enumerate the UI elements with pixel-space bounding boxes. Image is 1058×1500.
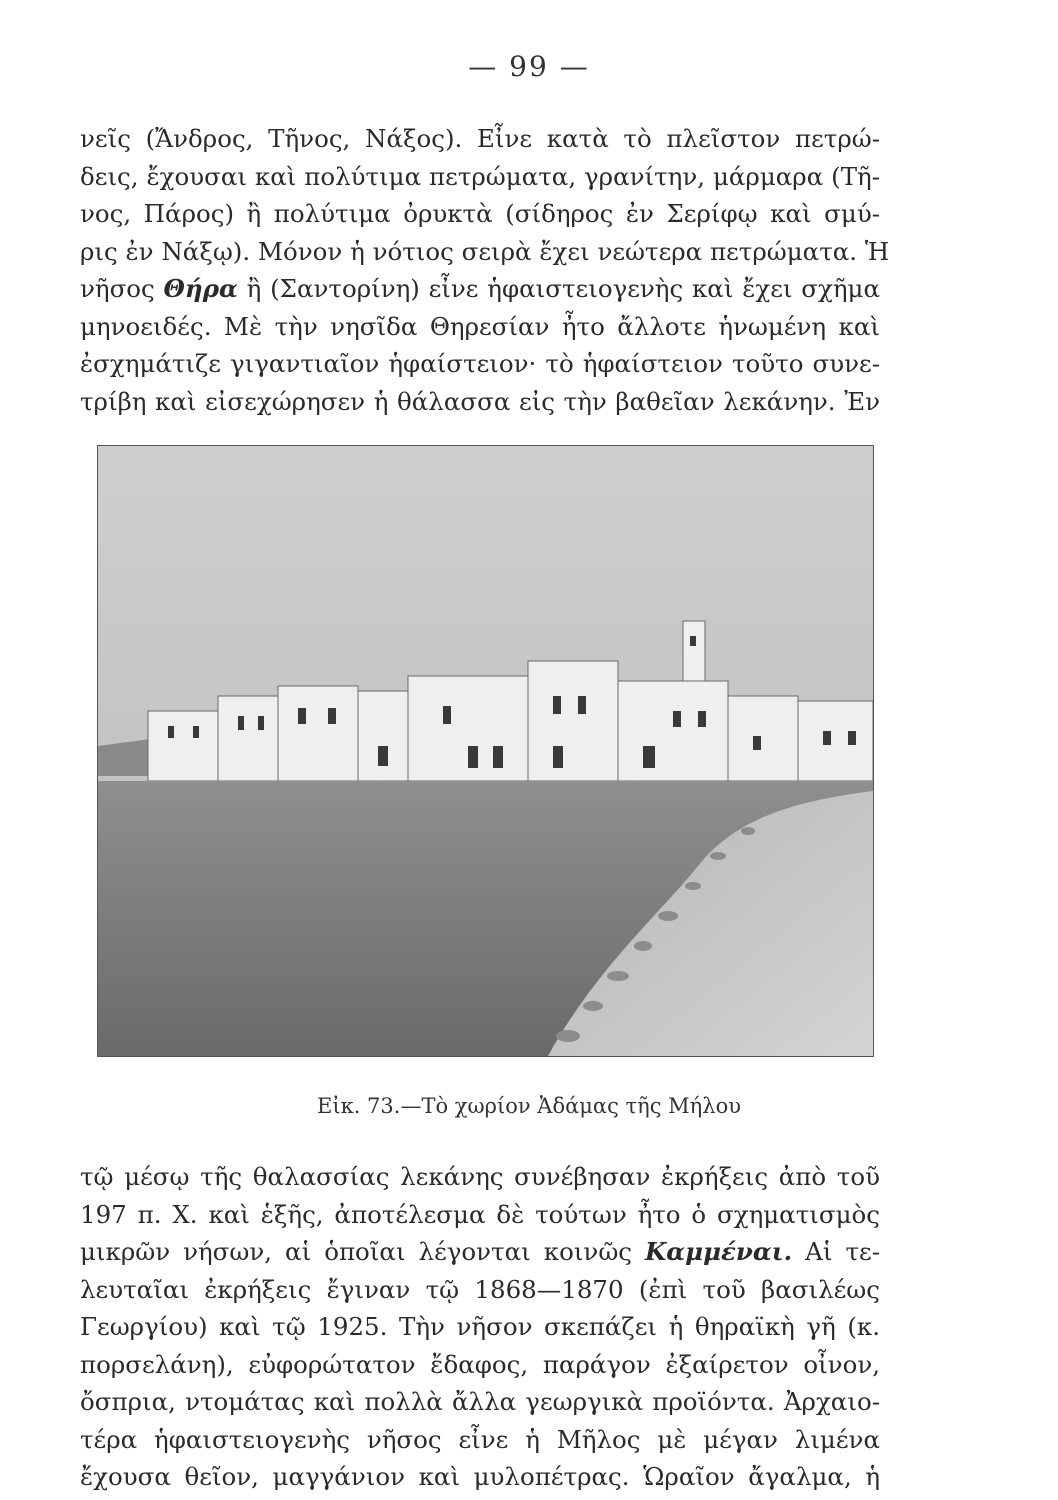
photograph-adamas-milos	[97, 445, 874, 1057]
figure-caption: Εἰκ. 73.—Τὸ χωρίον Ἀδάμας τῆς Μήλου	[317, 1094, 741, 1118]
top-paragraph	[80, 120, 890, 420]
text-line: ἔχουσα θεῖον, μαγγάνιον καὶ μυλοπέτρας. Ὡραῖον ἄγαλμα, ἡ	[80, 1462, 880, 1491]
text-line: μηνοειδές. Μὲ τὴν νησῖδα Θηρεσίαν ἦτο ἄλλοτε ἡνωμένη καὶ	[80, 311, 880, 341]
emphasis-kammenai: Καμμέναι.	[645, 1237, 793, 1266]
text-fragment: νῆσος	[80, 274, 164, 303]
text-fragment: μικρῶν νήσων, αἱ ὁποῖαι λέγονται κοινῶς	[80, 1237, 646, 1266]
bottom-paragraph	[80, 1158, 880, 1496]
text-line: νεῖς (Ἄνδρος, Τῆνος, Νάξος). Εἶνε κατὰ τὸ πλεῖστον πετρώ-	[80, 124, 880, 153]
text-line: δεις, ἔχουσαι καὶ πολύτιμα πετρώματα, γρανίτην, μάρμαρα (Τῆ-	[80, 161, 880, 191]
photograph-illustration	[98, 446, 873, 1056]
text-line: πορσελάνη), εὐφορώτατον ἔδαφος, παράγον ἐξαίρετον οἶνον,	[80, 1349, 880, 1379]
text-line: ὄσπρια, ντομάτας καὶ πολλὰ ἄλλα γεωργικὰ προϊόντα. Ἀρχαιο-	[80, 1387, 880, 1416]
text-line-thera	[80, 270, 880, 308]
text-fragment: Αἱ τε-	[792, 1237, 880, 1266]
text-line: Γεωργίου) καὶ τῷ 1925. Τὴν νῆσον σκεπάζει ἡ θηραϊκὴ γῆ (κ.	[80, 1312, 880, 1341]
text-line: ἐσχημάτιζε γιγαντιαῖον ἡφαίστειον· τὸ ἡφαίστειον τοῦτο συνε-	[80, 349, 880, 378]
text-fragment: ἢ (Σαντορίνη) εἶνε ἡφαιστειογενὴς καὶ ἔχει σχῆμα	[237, 274, 880, 303]
text-line: τέρα ἡφαιστειογενὴς νῆσος εἶνε ἡ Μῆλος μὲ μέγαν λιμένα	[80, 1424, 880, 1454]
page-number: — 99 —	[468, 50, 590, 83]
text-line: νος, Πάρος) ἢ πολύτιμα ὀρυκτὰ (σίδηρος ἐν Σερίφῳ καὶ σμύ-	[80, 199, 880, 228]
text-line: λευταῖαι ἐκρήξεις ἔγιναν τῷ 1868—1870 (ἐπὶ τοῦ βασιλέως	[80, 1274, 880, 1304]
text-line-kammenai	[80, 1233, 880, 1271]
text-line: 197 π. Χ. καὶ ἑξῆς, ἀποτέλεσμα δὲ τούτων ἦτο ὁ σχηματισμὸς	[80, 1199, 880, 1229]
text-line: τρίβη καὶ εἰσεχώρησεν ἡ θάλασσα εἰς τὴν βαθεῖαν λεκάνην. Ἐν	[80, 386, 880, 416]
text-line: τῷ μέσῳ τῆς θαλασσίας λεκάνης συνέβησαν ἐκρήξεις ἀπὸ τοῦ	[80, 1162, 880, 1191]
emphasis-thera: Θήρα	[163, 274, 238, 303]
text-line: ρις ἐν Νάξῳ). Μόνον ἡ νότιος σειρὰ ἔχει νεώτερα πετρώματα. Ἡ	[80, 236, 890, 266]
